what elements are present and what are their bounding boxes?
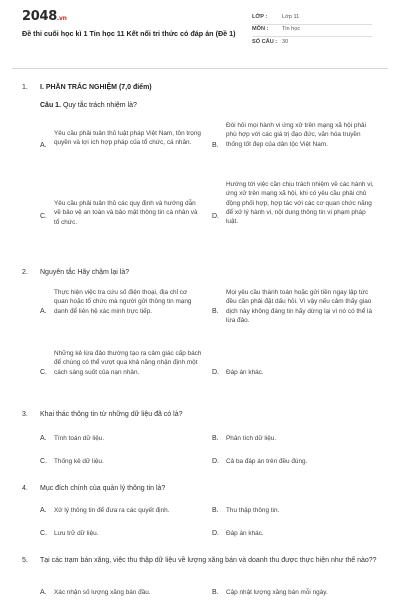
q2-option-a[interactable]: Thực hiện việc tra cứu số điện thoại, địa chỉ cơ quan hoặc tổ chức mà người gửi thông tin mạng danh để liên hệ xác minh trực tiếp. — [54, 289, 192, 315]
q1-option-a[interactable]: Yêu cầu phải tuân thủ luật pháp Việt Nam, tôn trọng quyền và lợi ích hợp pháp của tổ chức, cá nhân. — [54, 130, 201, 147]
question-4-prompt: Mục đích chính của quản lý thông tin là? — [40, 485, 166, 492]
q1-option-d[interactable]: Hướng tới việc cần chịu trách nhiệm về các hành vi, ứng xử trên mạng xã hội, khi có yêu cầu phải chủ động phối hợp, hợp tác với các cơ quan chức năng để xử lý hành vi, nội dung thông tin vi phạm pháp luật. — [226, 181, 374, 226]
info-row-count: SỐ CÂU : 30 — [252, 39, 289, 46]
q4-option-a[interactable]: Xử lý thông tin để đưa ra các quyết định. — [54, 507, 170, 514]
question-2-prompt: Nguyên tắc Hãy chậm lại là? — [40, 269, 130, 276]
site-logo[interactable]: 2048.vn — [22, 9, 67, 24]
q5-option-b[interactable]: Cập nhật lượng xăng bán mỗi ngày. — [226, 589, 328, 596]
q2-option-c-letter: C. — [40, 369, 47, 376]
q2-option-b-letter: B. — [212, 308, 219, 315]
q1-option-b-letter: B. — [212, 142, 219, 149]
q2-option-d[interactable]: Đáp án khác. — [226, 369, 264, 376]
question-5-prompt: Tại các trạm bán xăng, việc thu thập dữ liệu về lượng xăng bán và doanh thu được thực hiện như thế nào?? — [40, 557, 377, 564]
q4-option-d-letter: D. — [212, 530, 219, 537]
q2-option-b[interactable]: Mọi yêu cầu thành toán hoặc gửi tiền ngay lập tức đều cần phải đặt dấu hỏi. Vì vậy nếu cảm thấy giao dịch này không đáng tin hãy dừng lại vì nó có thể là lừa đảo. — [226, 289, 373, 324]
q5-option-b-letter: B. — [212, 589, 219, 596]
question-1-prompt: Câu 1. Quy tắc trách nhiệm là? — [40, 102, 137, 109]
section-number: 1. — [22, 84, 28, 91]
q5-option-a-letter: A. — [40, 589, 47, 596]
section-title: I. PHẦN TRẮC NGHIỆM (7,0 điểm) — [40, 84, 152, 91]
q4-option-c[interactable]: Lưu trữ dữ liệu. — [54, 530, 99, 537]
q4-option-a-letter: A. — [40, 507, 47, 514]
q1-option-c-letter: C. — [40, 213, 47, 220]
exam-title: Đề thi cuối học kì 1 Tin học 11 Kết nối tri thức có đáp án (Đề 1) — [22, 28, 236, 38]
q3-option-d-letter: D. — [212, 458, 219, 465]
q3-option-b-letter: B. — [212, 435, 219, 442]
q1-option-a-letter: A. — [40, 142, 47, 149]
question-5-number: 5. — [22, 557, 28, 564]
q4-option-b[interactable]: Thu thập thông tin. — [226, 507, 280, 514]
q1-option-b[interactable]: Đòi hỏi mọi hành vi ứng xử trên mạng xã hội phải phù hợp với các giá trị đạo đức, văn hóa truyền thống tốt đẹp của dân tộc Việt Nam. — [226, 122, 366, 148]
exam-info-table — [252, 12, 372, 50]
q1-option-d-letter: D. — [212, 213, 219, 220]
q3-option-a-letter: A. — [40, 435, 47, 442]
q3-option-b[interactable]: Phân tích dữ liệu. — [226, 435, 277, 442]
q2-option-c[interactable]: Những kẻ lừa đảo thường tạo ra cảm giác cấp bách để chúng có thể vượt qua khả năng nhận định một cách sáng suốt của nạn nhân. — [54, 350, 202, 376]
q3-option-d[interactable]: Cả ba đáp án trên đều đúng. — [226, 458, 308, 465]
question-2-number: 2. — [22, 269, 28, 276]
question-3-prompt: Khai thác thông tin từ những dữ liệu đã có là? — [40, 411, 183, 418]
q3-option-c-letter: C. — [40, 458, 47, 465]
q4-option-d[interactable]: Đáp án khác. — [226, 530, 264, 537]
q2-option-a-letter: A. — [40, 308, 47, 315]
q1-option-c[interactable]: Yêu cầu phải tuân thủ các quy định và hướng dẫn về bảo vệ an toàn và bảo mật thông tin cá nhân và tổ chức. — [54, 200, 198, 226]
question-3-number: 3. — [22, 411, 28, 418]
q3-option-a[interactable]: Tính toán dữ liệu. — [54, 435, 105, 442]
q4-option-c-letter: C. — [40, 530, 47, 537]
q5-option-a[interactable]: Xác nhận số lượng xăng bán đầu. — [54, 589, 151, 596]
info-row-class: LỚP : Lớp 11 — [252, 12, 372, 25]
document-header — [0, 0, 400, 64]
question-4-number: 4. — [22, 485, 28, 492]
q3-option-c[interactable]: Thống kê dữ liệu. — [54, 458, 104, 465]
info-row-subject: MÔN : Tin học — [252, 25, 372, 38]
q2-option-d-letter: D. — [212, 369, 219, 376]
header-divider — [12, 68, 388, 69]
q4-option-b-letter: B. — [212, 507, 219, 514]
